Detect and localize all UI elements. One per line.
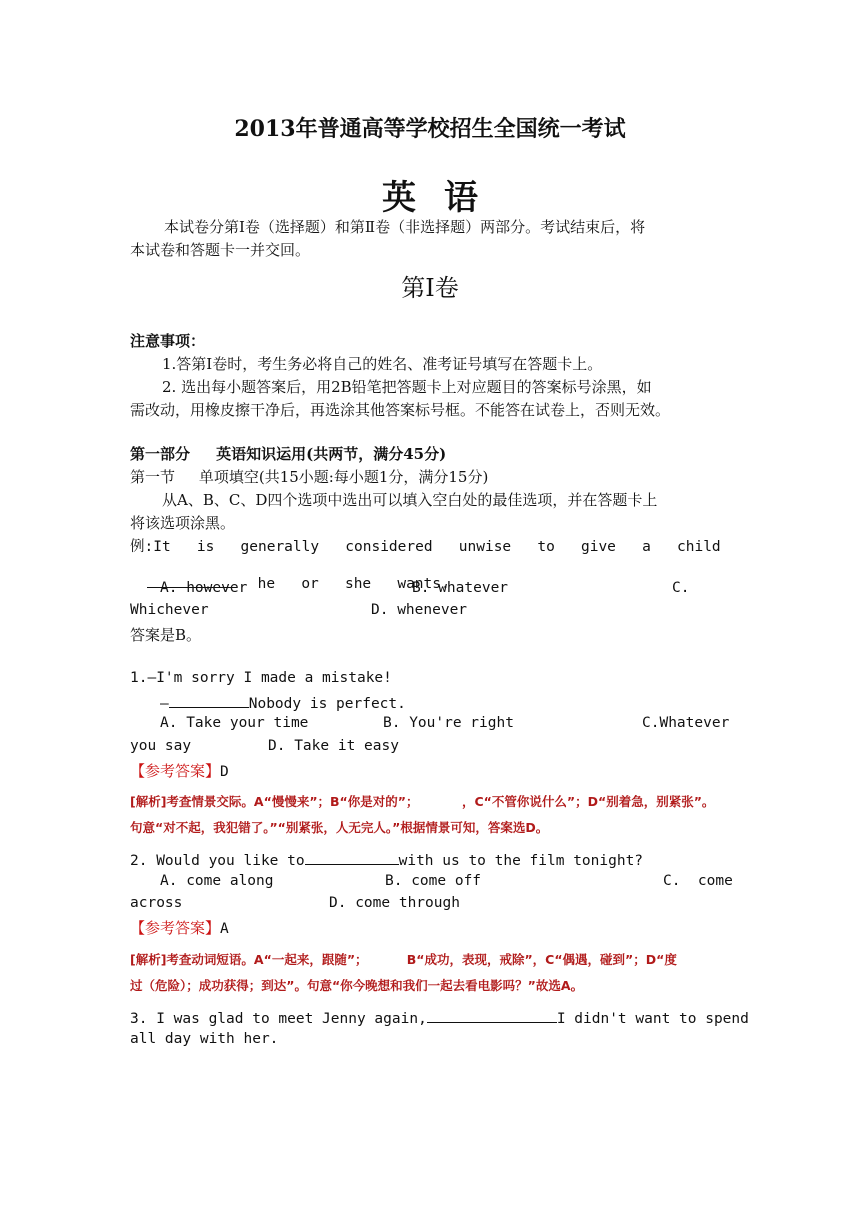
question-1-answer [130, 760, 229, 781]
notice-heading: 注意事项： [130, 332, 206, 350]
example-option-c: C. [672, 580, 690, 596]
question-1-option-b: B. You're right [383, 715, 514, 731]
intro-line-2: 本试卷和答题卡一并交回。 [130, 241, 311, 259]
question-2-stem-prefix: 2. Would you like to [130, 853, 305, 869]
answer-blank [169, 693, 249, 708]
question-2-stem-rest: with us to the film tonight? [398, 853, 644, 869]
question-2-option-b: B. come off [385, 873, 482, 889]
question-1-option-c: C.Whatever [642, 715, 730, 731]
question-1-option-a: A. Take your time [160, 715, 309, 731]
question-3-stem-line-1 [130, 1008, 749, 1027]
example-option-c-text: Whichever [130, 602, 209, 618]
question-2-option-c: C. come [663, 873, 733, 889]
question-2-answer [130, 917, 229, 938]
question-2-analysis-line-1: [解析]考查动词短语。A“一起来，跟随”； B“成功，表现，戒除”，C“偶遇，碰到”；D“度 [130, 952, 677, 967]
question-1-stem-rest: Nobody is perfect. [248, 696, 406, 712]
question-2-stem-line-1 [130, 850, 643, 869]
section1-heading: 第一节 单项填空(共15小题:每小题1分，满分15分) [130, 468, 489, 486]
instruction-line-2: 将该选项涂黑。 [130, 514, 236, 532]
example-answer: 答案是B。 [130, 626, 202, 644]
subject-title: 英语 [382, 178, 506, 218]
question-1-analysis-line-2: 句意“对不起，我犯错了。”“别紧张，人无完人。”根据情景可知，答案选D。 [130, 820, 549, 835]
question-1-stem-line-1: 1.—I'm sorry I made a mistake! [130, 670, 392, 686]
question-3-stem-prefix: 3. I was glad to meet Jenny again, [130, 1011, 427, 1027]
example-stem-line-1: 例:It is generally considered unwise to give a child [130, 539, 721, 555]
example-option-d: D. whenever [371, 602, 468, 618]
intro-line-1: 本试卷分第Ⅰ卷（选择题）和第Ⅱ卷（非选择题）两部分。考试结束后，将 [164, 218, 646, 236]
part1-heading: 第一部分 英语知识运用(共两节，满分45分) [130, 445, 447, 463]
question-2-analysis-line-2: 过（危险）；成功获得；到达”。句意“你今晚想和我们一起去看电影吗？”故选A。 [130, 978, 584, 993]
question-2-option-a: A. come along [160, 873, 274, 889]
answer-blank [305, 850, 399, 865]
exam-title: 2013年普通高等学校招生全国统一考试 [234, 116, 626, 142]
answer-letter: A [220, 921, 229, 937]
question-1-analysis-line-1: [解析]考查情景交际。A“慢慢来”；B“你是对的”； ，C“不管你说什么”；D“别着急，别紧张”。 [130, 794, 715, 809]
question-3-stem-rest: I didn't want to spend [556, 1011, 749, 1027]
example-option-a: A. however [160, 580, 248, 596]
answer-letter: D [220, 764, 229, 780]
dash: — [160, 696, 169, 712]
answer-blank [427, 1008, 557, 1023]
question-1-option-d: D. Take it easy [268, 738, 399, 754]
question-1-stem-line-2 [160, 693, 406, 712]
question-2-option-c-text: across [130, 895, 183, 911]
notice-item-1: 1.答第Ⅰ卷时，考生务必将自己的姓名、准考证号填写在答题卡上。 [162, 355, 603, 373]
notice-item-2-line-1: 2. 选出每小题答案后，用2B铅笔把答题卡上对应题目的答案标号涂黑，如 [162, 378, 652, 396]
answer-label: 【参考答案】 [130, 919, 221, 937]
example-stem-rest: he or she wants. [257, 576, 450, 592]
volume-title: 第Ⅰ卷 [401, 274, 459, 302]
example-option-b: B. whatever [412, 580, 509, 596]
notice-item-2-line-2: 需改动，用橡皮擦干净后，再选涂其他答案标号框。不能答在试卷上，否则无效。 [130, 401, 671, 419]
instruction-line-1: 从A、B、C、D四个选项中选出可以填入空白处的最佳选项，并在答题卡上 [162, 491, 658, 509]
question-1-option-c-text: you say [130, 738, 192, 754]
question-2-option-d: D. come through [329, 895, 460, 911]
answer-label: 【参考答案】 [130, 762, 221, 780]
question-3-stem-line-2: all day with her. [130, 1031, 279, 1047]
